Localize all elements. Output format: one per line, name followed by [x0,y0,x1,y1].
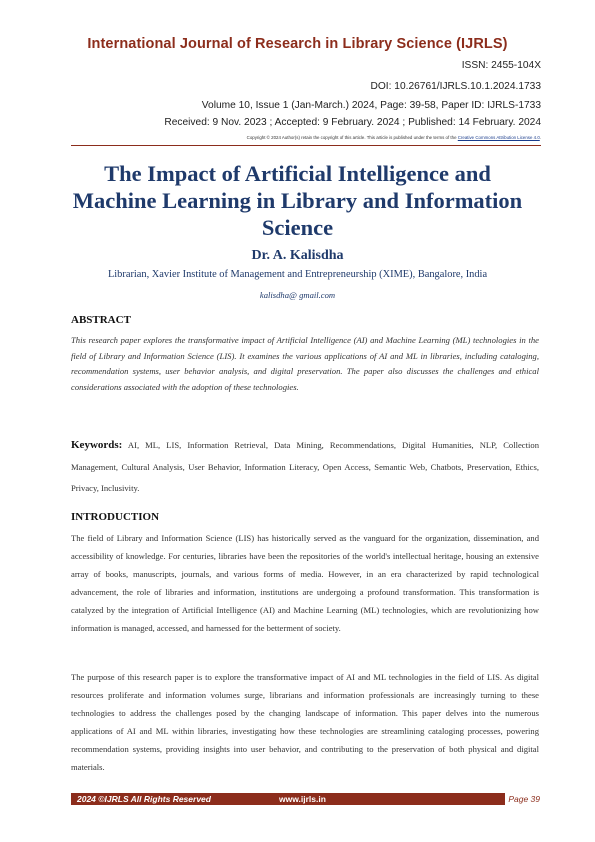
header-divider [71,145,541,146]
copyright-end: . [539,135,541,140]
introduction-heading: INTRODUCTION [71,511,160,523]
introduction-paragraph-1: The field of Library and Information Science (LIS) has historically served as the vanguard for the organization, dissemination, and accessibility of knowledge. For centuries, libraries have been the repositories of the world's intellectual heritage, housing an extensive array of books, manuscripts, journals, and various forms of media. However, in an era characterized by rapid technological advancement, the role of libraries and information, institutions are undergoing a profound transformation. This transformation is catalyzed by the integration of Artificial Intelligence (AI) and Machine Learning (ML) technologies, which are revolutionizing how information is managed, accessed, and harnessed for the betterment of society. [71,533,539,634]
paper-title: The Impact of Artificial Intelligence and Machine Learning in Library and Information Science [72,161,523,240]
copyright-text: Copyright © 2024 Author(s) retain the copyright of this article. This article is published under the terms of the [246,135,457,140]
footer-site-link[interactable]: www.ijrls.in [279,794,326,804]
author-name: Dr. A. Kalisdha [251,248,344,263]
abstract-heading: ABSTRACT [71,314,131,326]
keywords-text: AI, ML, LIS, Information Retrieval, Data Mining, Recommendations, Digital Humanities, NLP, Collection Management, Cultural Analysis, User Behavior, Information Literacy, Open Access, Semantic Web, Chatbots, Preservation, Ethics, Privacy, Inclusivity. [71,440,539,493]
doi: DOI: 10.26761/IJRLS.10.1.2024.1733 [370,81,541,92]
footer-page-number: Page 39 [505,793,541,805]
journal-name: International Journal of Research in Library Science (IJRLS) [87,36,508,52]
keywords [71,435,539,500]
publication-dates: Received: 9 Nov. 2023 ; Accepted: 9 February. 2024 ; Published: 14 February. 2024 [164,117,541,128]
introduction-paragraph-2: The purpose of this research paper is to explore the transformative impact of AI and ML technologies in the field of LIS. As digital resources proliferate and information volumes surge, librarians and information professionals are increasingly turning to these technologies to address the challenges posed by the changing landscape of information. This paper delves into the numerous applications of AI and ML within libraries, investigating how these technologies are streamlining cataloging processes, powering recommendation systems, providing insights into user behavior, and contributing to the preservation of both physical and digital materials. [71,672,539,773]
page-footer [71,793,541,805]
issn: ISSN: 2455-104X [461,60,541,71]
volume-info: Volume 10, Issue 1 (Jan-March.) 2024, Page: 39-58, Paper ID: IJRLS-1733 [201,100,541,111]
keywords-label: Keywords: [71,439,123,451]
author-email[interactable]: kalisdha@ gmail.com [259,290,336,300]
abstract-text: This research paper explores the transformative impact of Artificial Intelligence (AI) and Machine Learning (ML) technologies in the field of Library and Information Science (LIS). It examines the various applications of AI and ML in libraries, including cataloging, recommendation systems, user behavior analysis, and digital preservation. The paper also discusses the challenges and ethical considerations associated with the adoption of these technologies. [71,335,539,392]
footer-rights: 2024 ©IJRLS All Rights Reserved [77,794,211,804]
copyright-notice [247,135,541,140]
author-affiliation: Librarian, Xavier Institute of Management and Entrepreneurship (XIME), Bangalore, India [107,269,488,280]
license-link[interactable]: Creative Commons Attribution License 4.0 [457,135,540,140]
